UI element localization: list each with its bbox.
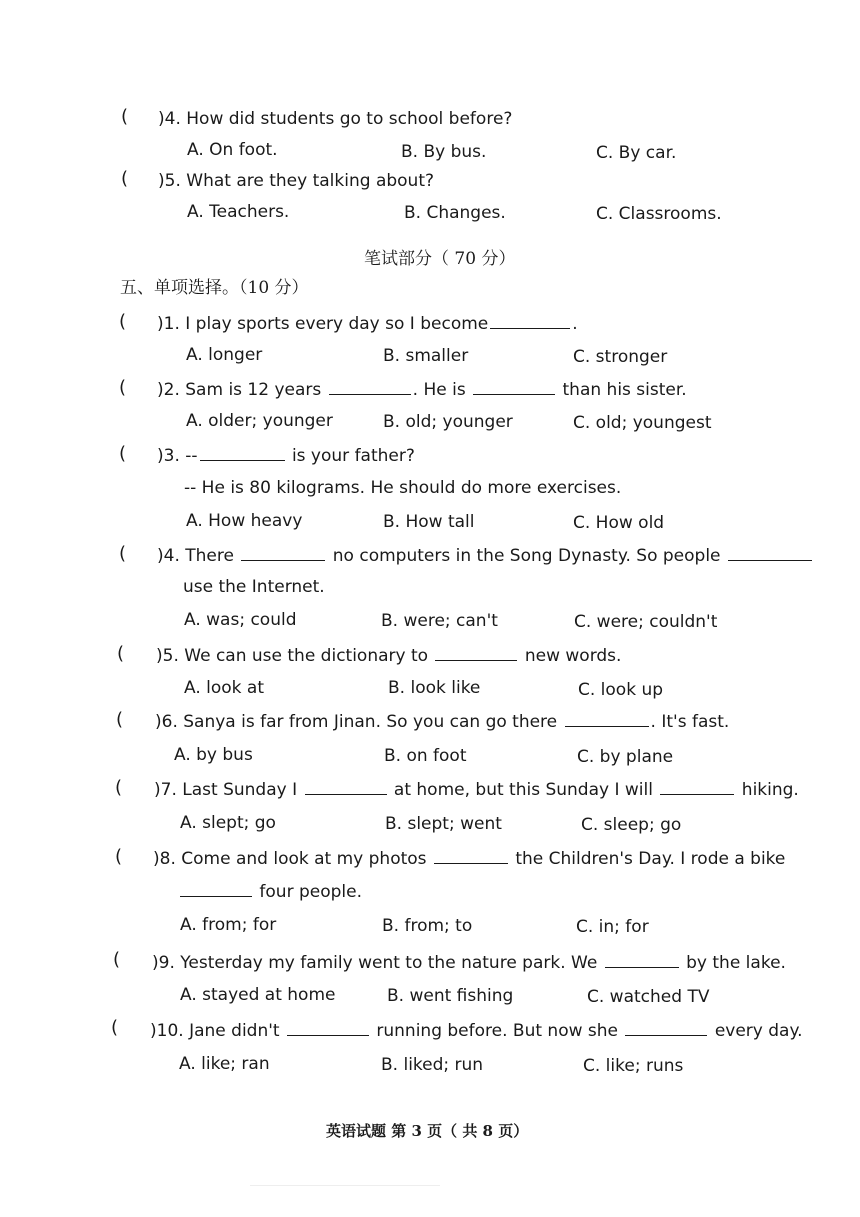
question-8: )8. Come and look at my photos the Children's Day. I rode a bike bbox=[153, 849, 786, 869]
question-9: )9. Yesterday my family went to the nature park. We by the lake. bbox=[152, 953, 786, 973]
option-c: C. watched TV bbox=[587, 987, 710, 1007]
option-b: B. on foot bbox=[384, 746, 467, 766]
answer-paren: ( bbox=[113, 949, 121, 970]
option-c: C. were; couldn't bbox=[574, 612, 718, 632]
option-c: C. sleep; go bbox=[581, 815, 682, 835]
answer-blank[interactable] bbox=[200, 444, 285, 461]
option-c: C. in; for bbox=[576, 917, 649, 937]
answer-blank[interactable] bbox=[287, 1019, 369, 1036]
option-a: A. Teachers. bbox=[187, 202, 290, 222]
option-b: B. slept; went bbox=[385, 814, 502, 834]
option-b: B. went fishing bbox=[387, 986, 514, 1006]
question-10: )10. Jane didn't running before. But now she every day. bbox=[150, 1021, 803, 1041]
option-c: C. like; runs bbox=[583, 1056, 684, 1076]
option-a: A. by bus bbox=[174, 745, 253, 765]
option-c: C. Classrooms. bbox=[596, 204, 722, 224]
question-6: )6. Sanya is far from Jinan. So you can go there . It's fast. bbox=[155, 712, 730, 732]
option-a: A. How heavy bbox=[186, 511, 303, 531]
answer-blank[interactable] bbox=[241, 544, 325, 561]
question-7: )7. Last Sunday I at home, but this Sunday I will hiking. bbox=[154, 780, 799, 800]
question-3-reply: -- He is 80 kilograms. He should do more exercises. bbox=[184, 478, 622, 498]
answer-paren: ( bbox=[115, 846, 123, 867]
question-4-continued: use the Internet. bbox=[183, 577, 325, 597]
answer-blank[interactable] bbox=[473, 378, 555, 395]
option-a: A. older; younger bbox=[186, 411, 333, 431]
answer-paren: ( bbox=[119, 543, 127, 564]
answer-paren: ( bbox=[121, 168, 129, 189]
option-b: B. look like bbox=[388, 678, 481, 698]
option-b: B. How tall bbox=[383, 512, 475, 532]
option-b: B. from; to bbox=[382, 916, 473, 936]
answer-blank[interactable] bbox=[490, 312, 570, 329]
option-c: C. By car. bbox=[596, 143, 677, 163]
answer-blank[interactable] bbox=[435, 644, 517, 661]
answer-paren: ( bbox=[119, 443, 127, 464]
question-5: )5. We can use the dictionary to new words. bbox=[156, 646, 622, 666]
answer-paren: ( bbox=[116, 709, 124, 730]
option-b: B. Changes. bbox=[404, 203, 506, 223]
option-a: A. stayed at home bbox=[180, 985, 336, 1005]
option-c: C. by plane bbox=[577, 747, 674, 767]
written-section-header: 笔试部分（ 70 分） bbox=[364, 249, 516, 269]
answer-blank[interactable] bbox=[605, 951, 679, 968]
option-b: B. smaller bbox=[383, 346, 469, 366]
answer-blank[interactable] bbox=[660, 778, 734, 795]
scan-artifact-line bbox=[250, 1185, 440, 1186]
answer-blank[interactable] bbox=[728, 544, 812, 561]
answer-blank[interactable] bbox=[434, 847, 508, 864]
answer-paren: ( bbox=[121, 106, 129, 127]
answer-paren: ( bbox=[111, 1017, 119, 1038]
question-4: )4. There no computers in the Song Dynasty. So people bbox=[157, 544, 814, 567]
option-a: A. like; ran bbox=[179, 1054, 270, 1074]
answer-blank[interactable] bbox=[565, 710, 649, 727]
question-2: )2. Sam is 12 years . He is than his sister. bbox=[157, 380, 687, 400]
option-a: A. from; for bbox=[180, 915, 277, 935]
option-b: B. old; younger bbox=[383, 412, 513, 432]
option-a: A. slept; go bbox=[180, 813, 276, 833]
option-c: C. How old bbox=[573, 513, 665, 533]
answer-paren: ( bbox=[117, 643, 125, 664]
option-c: C. stronger bbox=[573, 347, 668, 367]
listening-question-4: )4. How did students go to school before? bbox=[158, 109, 513, 129]
option-a: A. was; could bbox=[184, 610, 297, 630]
answer-blank[interactable] bbox=[180, 880, 252, 897]
option-a: A. On foot. bbox=[187, 140, 278, 160]
option-b: B. were; can't bbox=[381, 611, 498, 631]
option-c: C. look up bbox=[578, 680, 664, 700]
answer-blank[interactable] bbox=[329, 378, 411, 395]
option-a: A. look at bbox=[184, 678, 264, 698]
question-3: )3. -- is your father? bbox=[157, 446, 415, 466]
page-footer: 英语试题 第 3 页（ 共 8 页） bbox=[326, 1122, 529, 1140]
listening-question-5: )5. What are they talking about? bbox=[158, 171, 435, 191]
section-5-title: 五、单项选择。（10 分） bbox=[120, 278, 309, 298]
answer-paren: ( bbox=[119, 377, 127, 398]
option-a: A. longer bbox=[186, 345, 263, 365]
option-b: B. liked; run bbox=[381, 1055, 484, 1075]
answer-blank[interactable] bbox=[305, 778, 387, 795]
question-8-continued: four people. bbox=[180, 880, 362, 903]
answer-paren: ( bbox=[119, 311, 127, 332]
answer-blank[interactable] bbox=[625, 1019, 707, 1036]
option-c: C. old; youngest bbox=[573, 413, 712, 433]
question-1: )1. I play sports every day so I become . bbox=[157, 314, 578, 334]
answer-paren: ( bbox=[115, 777, 123, 798]
option-b: B. By bus. bbox=[401, 142, 487, 162]
